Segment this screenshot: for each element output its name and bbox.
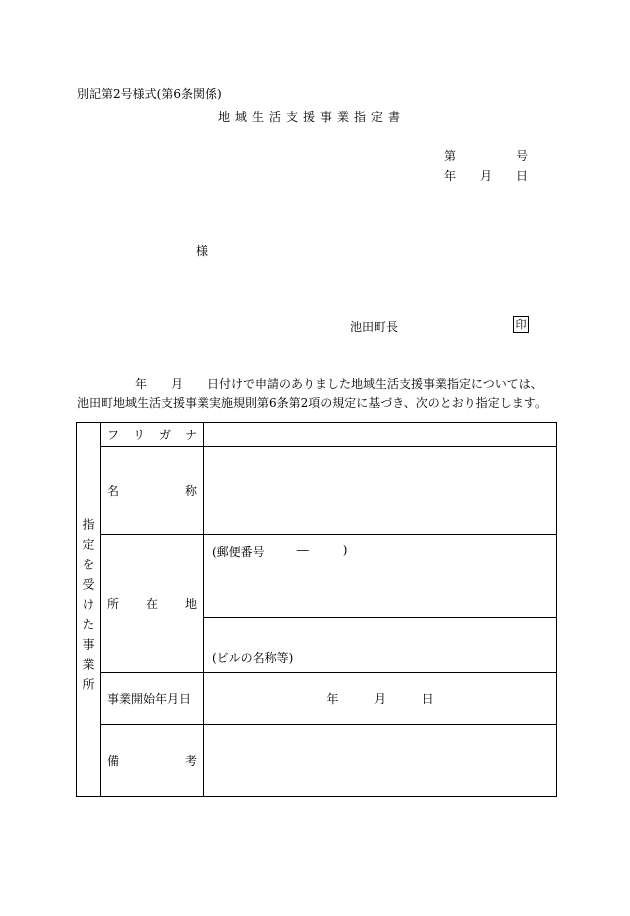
name-label	[101, 482, 203, 499]
furigana-char: ナ	[184, 428, 197, 442]
address-label-char: 所	[107, 597, 120, 611]
building-note: (ビルの名称等)	[212, 651, 294, 665]
side-label: 指定を受けた事業所	[81, 518, 95, 698]
body-text: 日付けで申請のありました地域生活支援事業指定については、池田町地域生活支援事業実施規則第6条第2項の規定に基づき、次のとおり指定します。	[77, 377, 547, 410]
postal-code-field[interactable]	[204, 535, 557, 618]
furigana-char: ガ	[158, 428, 171, 442]
address-label-char: 在	[145, 597, 158, 611]
postal-suffix: )	[342, 543, 348, 557]
name-label-char: 称	[184, 484, 197, 498]
furigana-field[interactable]	[204, 423, 557, 447]
postal-dash: ―	[296, 543, 309, 557]
number-suffix: 号	[515, 149, 528, 163]
body-month: 月	[171, 377, 184, 391]
name-label-char: 名	[107, 484, 120, 498]
start-date-label-cell	[101, 673, 204, 725]
furigana-label-cell	[101, 423, 204, 447]
name-field[interactable]	[204, 447, 557, 535]
remarks-label-cell	[101, 725, 204, 797]
furigana-char: リ	[132, 428, 145, 442]
document-date-line	[444, 167, 528, 184]
seal-mark: 印	[513, 316, 529, 333]
remarks-field[interactable]	[204, 725, 557, 797]
issuer-name: 池田町長	[350, 320, 399, 334]
address-label-char: 地	[184, 597, 197, 611]
start-date-label: 事業開始年月日	[107, 692, 192, 706]
name-label-cell	[101, 447, 204, 535]
body-paragraph	[77, 375, 552, 413]
form-reference: 別記第2号様式(第6条関係)	[77, 87, 222, 101]
remarks-label	[101, 752, 203, 769]
side-label-cell	[77, 423, 101, 797]
start-month: 月	[373, 692, 386, 706]
start-day: 日	[421, 692, 434, 706]
number-prefix: 第	[444, 149, 457, 163]
start-date-field[interactable]	[204, 673, 557, 725]
document-number-line	[444, 147, 528, 164]
date-year: 年	[444, 169, 457, 183]
body-year: 年	[135, 377, 148, 391]
addressee-honorific: 様	[196, 244, 209, 258]
designation-table	[76, 422, 557, 797]
address-label-cell	[101, 535, 204, 673]
date-day: 日	[515, 169, 528, 183]
furigana-char: フ	[107, 428, 120, 442]
remarks-label-char: 考	[184, 754, 197, 768]
address-label	[101, 595, 203, 612]
document-title: 地域生活支援事業指定書	[218, 110, 406, 124]
date-month: 月	[479, 169, 492, 183]
furigana-label	[101, 426, 203, 443]
start-year: 年	[326, 692, 339, 706]
postal-code-line	[212, 535, 548, 560]
postal-prefix: (郵便番号	[212, 545, 265, 559]
remarks-label-char: 備	[107, 754, 120, 768]
building-field[interactable]	[204, 618, 557, 673]
